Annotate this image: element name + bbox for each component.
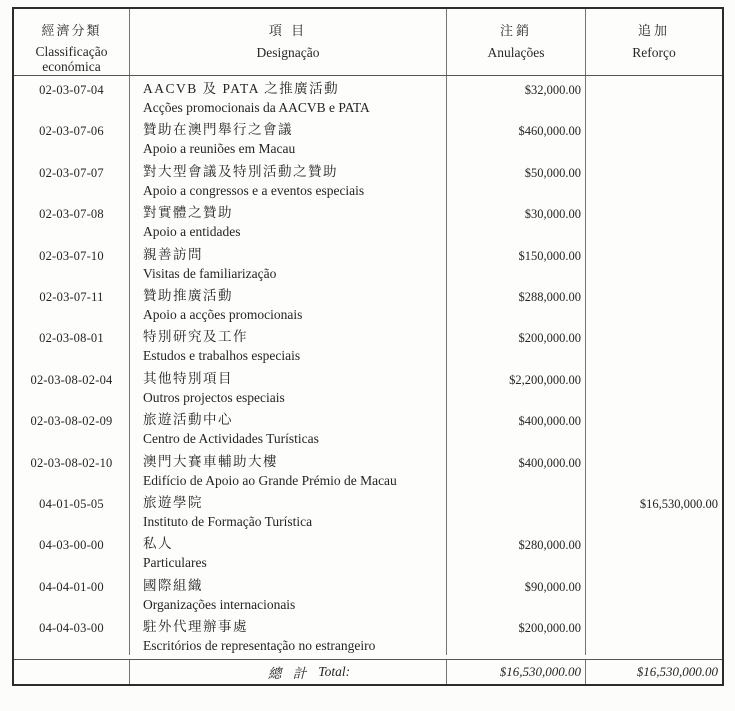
row-anulacoes-amount: $400,000.00 [447, 407, 586, 448]
designation-zh: 國際組織 [143, 577, 203, 593]
row-designation [130, 324, 447, 365]
table-row [14, 490, 722, 531]
designation-pt: Apoio a congressos e a eventos especiais [143, 182, 365, 198]
row-designation [130, 573, 447, 614]
designation-zh: 對大型會議及特別活動之贊助 [143, 163, 338, 179]
designation-zh: AACVB 及 PATA 之推廣活動 [143, 81, 340, 96]
total-label-latin: Total: [318, 664, 351, 680]
row-anulacoes-amount [447, 490, 586, 531]
row-designation [130, 76, 447, 117]
designation-pt: Outros projectos especiais [143, 389, 285, 405]
row-anulacoes-amount: $50,000.00 [447, 159, 586, 200]
table-row [14, 200, 722, 241]
designation-pt: Escritórios de representação no estrangeiro [143, 638, 376, 654]
designation-pt: Estudos e trabalhos especiais [143, 348, 301, 364]
total-label [130, 660, 447, 684]
designation-zh: 贊助推廣活動 [143, 287, 233, 303]
table-row [14, 242, 722, 283]
designation-zh: 旅遊學院 [143, 494, 203, 510]
designation-pt: Apoio a entidades [143, 224, 241, 240]
row-reforco-amount: $16,530,000.00 [639, 496, 718, 511]
table-row [14, 407, 722, 448]
row-anulacoes-amount: $288,000.00 [447, 283, 586, 324]
row-anulacoes-amount: $400,000.00 [447, 449, 586, 490]
row-code: 02-03-08-02-10 [14, 449, 130, 490]
table-row [14, 573, 722, 614]
designation-pt: Visitas de familiarização [143, 265, 277, 281]
row-code: 02-03-07-08 [14, 200, 130, 241]
row-code: 04-04-01-00 [14, 573, 130, 614]
designation-pt: Organizações internacionais [143, 596, 296, 612]
header-reforco-pt: Reforço [632, 45, 676, 60]
designation-pt: Apoio a acções promocionais [143, 306, 303, 322]
row-anulacoes-amount: $200,000.00 [447, 614, 586, 655]
designation-pt: Particulares [143, 555, 207, 571]
row-designation [130, 366, 447, 407]
designation-zh: 親善訪問 [143, 246, 203, 262]
row-designation [130, 117, 447, 158]
row-reforco-amount [586, 159, 722, 200]
row-reforco-amount [586, 242, 722, 283]
row-designation [130, 159, 447, 200]
header-anulacoes [447, 9, 586, 75]
designation-pt: Edifício de Apoio ao Grande Prémio de Macau [143, 472, 397, 488]
row-designation [130, 407, 447, 448]
row-code: 02-03-08-02-09 [14, 407, 130, 448]
row-reforco-amount [586, 573, 722, 614]
row-anulacoes-amount: $30,000.00 [447, 200, 586, 241]
table-row [14, 531, 722, 572]
designation-pt: Acções promocionais da AACVB e PATA [143, 100, 370, 115]
table-row [14, 324, 722, 365]
designation-pt: Centro de Actividades Turísticas [143, 431, 319, 447]
header-anulacoes-pt: Anulações [487, 45, 545, 60]
row-code: 02-03-07-11 [14, 283, 130, 324]
designation-zh: 駐外代理辦事處 [143, 619, 248, 635]
header-designation-zh: 項 目 [268, 23, 308, 38]
row-anulacoes-amount: $200,000.00 [447, 324, 586, 365]
row-designation [130, 490, 447, 531]
row-code: 02-03-08-02-04 [14, 366, 130, 407]
header-anulacoes-zh: 注銷 [499, 23, 532, 38]
total-anulacoes-amount: $16,530,000.00 [447, 660, 586, 684]
row-designation [130, 200, 447, 241]
row-reforco-amount [586, 117, 722, 158]
designation-pt: Apoio a reuniões em Macau [143, 141, 296, 157]
row-code: 02-03-07-04 [14, 76, 130, 117]
row-designation [130, 531, 447, 572]
row-reforco-amount [586, 283, 722, 324]
table-row [14, 449, 722, 490]
row-code: 02-03-08-01 [14, 324, 130, 365]
row-reforco-amount [586, 531, 722, 572]
row-code: 02-03-07-07 [14, 159, 130, 200]
table-row [14, 614, 722, 655]
row-anulacoes-amount: $90,000.00 [447, 573, 586, 614]
row-designation [130, 283, 447, 324]
header-classification-zh: 經濟分類 [41, 23, 102, 38]
header-classification [14, 9, 130, 75]
designation-zh: 贊助在澳門舉行之會議 [143, 122, 293, 138]
row-code: 02-03-07-10 [14, 242, 130, 283]
table-row [14, 76, 722, 117]
budget-amendment-table [12, 7, 724, 686]
row-anulacoes-amount: $150,000.00 [447, 242, 586, 283]
row-reforco-amount [586, 324, 722, 365]
row-anulacoes-amount: $32,000.00 [447, 76, 586, 117]
row-designation [130, 614, 447, 655]
row-anulacoes-amount: $2,200,000.00 [447, 366, 586, 407]
total-empty-cell [14, 660, 130, 684]
table-row [14, 159, 722, 200]
total-row [14, 659, 722, 684]
row-code: 04-01-05-05 [14, 490, 130, 531]
row-reforco-amount [586, 614, 722, 655]
total-label-zh: 總 計 [267, 666, 311, 682]
row-code: 04-03-00-00 [14, 531, 130, 572]
table-body [14, 76, 722, 659]
designation-zh: 對實體之贊助 [143, 205, 233, 221]
designation-pt: Instituto de Formação Turística [143, 513, 313, 529]
header-reforco [586, 9, 722, 75]
row-designation [130, 242, 447, 283]
designation-zh: 其他特別項目 [143, 370, 233, 386]
row-designation [130, 449, 447, 490]
header-designation-pt: Designação [256, 45, 320, 60]
designation-zh: 澳門大賽車輔助大樓 [143, 453, 278, 469]
row-reforco-amount [586, 200, 722, 241]
designation-zh: 特別研究及工作 [143, 329, 248, 345]
row-reforco-amount [586, 366, 722, 407]
header-reforco-zh: 追加 [637, 23, 670, 38]
header-classification-pt: Classificação económica [35, 44, 108, 74]
row-code: 02-03-07-06 [14, 117, 130, 158]
table-row [14, 366, 722, 407]
row-code: 04-04-03-00 [14, 614, 130, 655]
row-anulacoes-amount: $280,000.00 [447, 531, 586, 572]
row-reforco-amount [586, 76, 722, 117]
table-header-row [14, 9, 722, 76]
row-anulacoes-amount: $460,000.00 [447, 117, 586, 158]
designation-zh: 私人 [143, 536, 173, 552]
table-row [14, 117, 722, 158]
table-row [14, 283, 722, 324]
total-reforco-amount: $16,530,000.00 [636, 664, 718, 680]
designation-zh: 旅遊活動中心 [143, 412, 233, 428]
header-designation [130, 9, 447, 75]
row-reforco-amount [586, 449, 722, 490]
row-reforco-amount [586, 407, 722, 448]
